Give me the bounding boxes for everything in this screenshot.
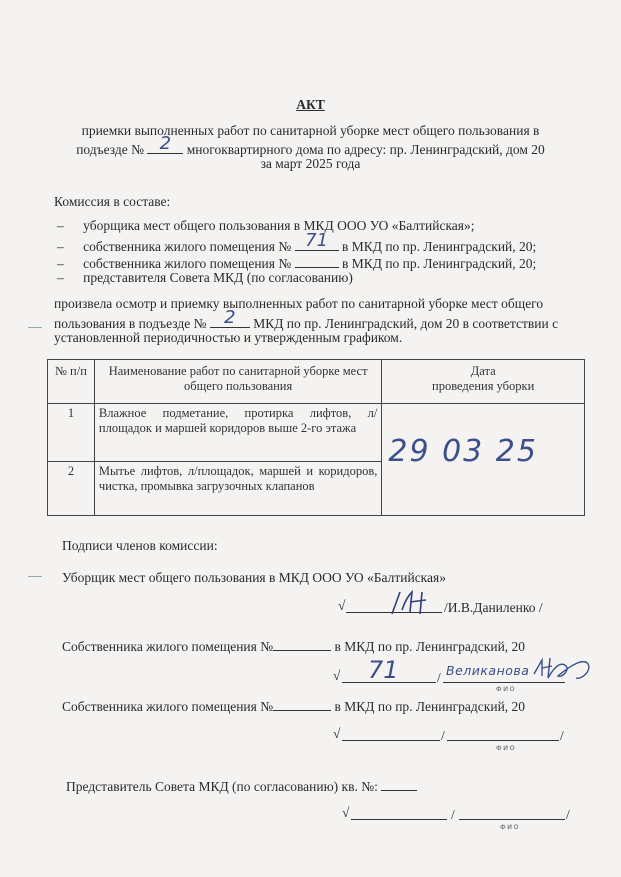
entrance-number-field bbox=[147, 133, 183, 154]
header-work: Наименование работ по санитарной уборке мест общего пользования bbox=[94, 360, 381, 404]
header-date bbox=[382, 360, 585, 404]
commission-heading: Комиссия в составе: bbox=[54, 194, 171, 209]
owner1-fio-caption: ФИО bbox=[496, 685, 517, 693]
act-subtitle-line1: приемки выполненных работ по санитарной уборке мест общего пользования в bbox=[81, 123, 540, 138]
owner1-label-blank bbox=[273, 636, 331, 651]
owner2-label-suffix: в МКД по пр. Ленинградский, 20 bbox=[334, 699, 526, 714]
council-check: √ bbox=[342, 805, 350, 820]
owner1-check: √ bbox=[333, 668, 341, 683]
owner2-slash: / bbox=[441, 728, 445, 743]
list-dash: – bbox=[57, 239, 64, 254]
owner1-apartment-signed: 71 bbox=[368, 656, 399, 684]
row-work: Мытье лифтов, л/площадок, маршей и коридоров, чистка, промывка загрузочных клапанов bbox=[94, 462, 381, 516]
scan-margin-mark bbox=[28, 576, 42, 577]
commission-item-council bbox=[57, 270, 353, 286]
owner2-check: √ bbox=[333, 726, 341, 741]
inspection-entrance-handwritten: 2 bbox=[224, 307, 236, 328]
council-label-text: Представитель Совета МКД (по согласованию) кв. №: bbox=[66, 779, 378, 794]
council-apartment-blank bbox=[381, 776, 417, 791]
list-dash: – bbox=[57, 270, 64, 285]
owner1-name-handwritten: Великанова bbox=[446, 663, 530, 678]
council-slash: / bbox=[451, 807, 455, 822]
inspection-prefix: пользования в подъезде № bbox=[54, 316, 207, 331]
act-period: за март 2025 года bbox=[260, 156, 361, 171]
owner2-fio-caption: ФИО bbox=[496, 744, 517, 752]
list-dash: – bbox=[57, 256, 64, 271]
cleaner-signature bbox=[386, 588, 436, 616]
owner1-label-prefix: Собственника жилого помещения № bbox=[62, 639, 274, 654]
commission-item-cleaner bbox=[57, 218, 475, 234]
date-handwritten: 29 03 25 bbox=[388, 434, 538, 469]
inspection-line3: установленной периодичностью и утвержденным графиком. bbox=[54, 330, 403, 345]
commission-item-text: представителя Совета МКД (по согласованию) bbox=[83, 270, 353, 285]
owner1-slash: / bbox=[437, 670, 441, 685]
list-dash: – bbox=[57, 218, 64, 233]
table-row bbox=[48, 404, 585, 462]
owner2-end-slash: / bbox=[560, 728, 564, 743]
cleaner-name: /И.В.Даниленко / bbox=[444, 600, 543, 615]
owner2-name-line bbox=[447, 740, 559, 741]
owner2-label-blank bbox=[273, 696, 331, 711]
inspection-suffix: МКД по пр. Ленинградский, дом 20 в соответствии с bbox=[253, 316, 559, 331]
council-name-line bbox=[459, 819, 565, 820]
signatures-heading: Подписи членов комиссии: bbox=[62, 538, 218, 553]
owner1-label-suffix: в МКД по пр. Ленинградский, 20 bbox=[334, 639, 526, 654]
commission-item-prefix: собственника жилого помещения № bbox=[83, 256, 292, 271]
works-table bbox=[47, 359, 585, 516]
commission-item-text: уборщика мест общего пользования в МКД ООО УО «Балтийская»; bbox=[83, 218, 475, 233]
entrance-suffix: многоквартирного дома по адресу: пр. Ленинградский, дом 20 bbox=[186, 142, 545, 157]
table-header-row bbox=[48, 360, 585, 404]
owner2-label bbox=[62, 696, 525, 715]
commission-item-prefix: собственника жилого помещения № bbox=[83, 239, 292, 254]
commission-item-suffix: в МКД по пр. Ленинградский, 20; bbox=[341, 256, 537, 271]
owner1-signature-flourish bbox=[532, 654, 602, 684]
header-date-line2: проведения уборки bbox=[432, 379, 535, 393]
cleaner-label: Уборщик мест общего пользования в МКД ООО УО «Балтийская» bbox=[62, 570, 446, 585]
header-date-line1: Дата bbox=[470, 364, 496, 378]
act-title: АКТ bbox=[296, 97, 325, 112]
header-num: № п/п bbox=[48, 360, 95, 404]
owner2-label-prefix: Собственника жилого помещения № bbox=[62, 699, 274, 714]
commission-item-suffix: в МКД по пр. Ленинградский, 20; bbox=[341, 239, 537, 254]
council-apartment-line bbox=[351, 819, 447, 820]
owner1-apartment-field bbox=[295, 230, 339, 251]
inspection-line1: произвела осмотр и приемку выполненных работ по санитарной уборке мест общего bbox=[54, 296, 544, 311]
cleaner-check: √ bbox=[338, 598, 346, 613]
council-label bbox=[66, 776, 417, 795]
scan-margin-mark bbox=[28, 327, 42, 328]
row-num: 2 bbox=[48, 462, 95, 516]
owner2-apartment-line bbox=[342, 740, 440, 741]
row-num: 1 bbox=[48, 404, 95, 462]
owner1-apartment-handwritten: 71 bbox=[305, 230, 329, 251]
council-fio-caption: ФИО bbox=[500, 823, 521, 831]
inspection-entrance-field bbox=[210, 307, 250, 328]
entrance-number-handwritten: 2 bbox=[159, 133, 172, 154]
council-end-slash: / bbox=[566, 807, 570, 822]
row-work: Влажное подметание, протирка лифтов, л/площадок и маршей коридоров выше 2-го этажа bbox=[94, 404, 381, 462]
owner2-apartment-field bbox=[295, 253, 339, 268]
owner1-label bbox=[62, 636, 525, 655]
entrance-prefix: подъезде № bbox=[76, 142, 144, 157]
date-cell bbox=[382, 404, 585, 516]
